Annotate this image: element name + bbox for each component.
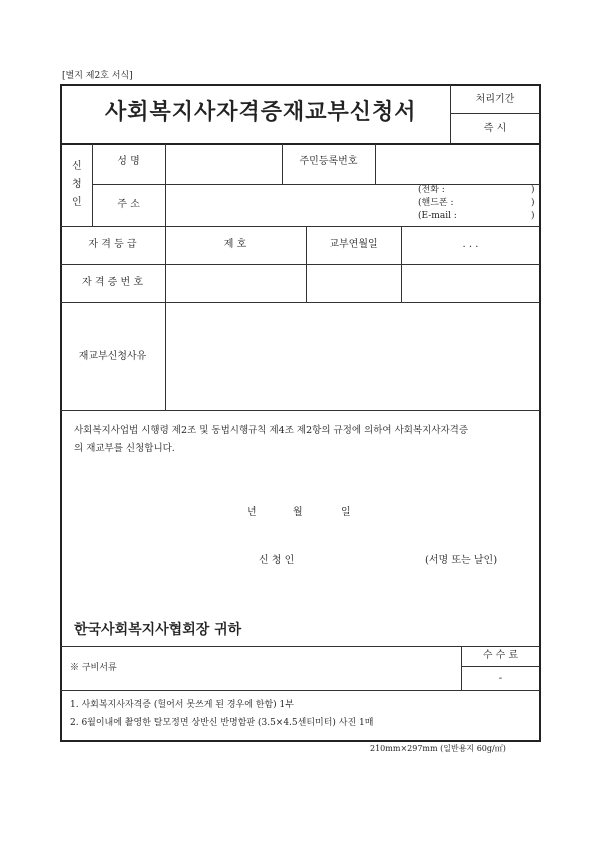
documents-label: ※ 구비서류 bbox=[70, 663, 117, 673]
reason-label: 재교부신청사유 bbox=[78, 351, 147, 362]
form-title: 사회복지사자격증재교부신청서 bbox=[105, 100, 417, 125]
phone-close-paren: ) bbox=[531, 185, 535, 195]
signer-label: 신 청 인 bbox=[259, 555, 295, 566]
id-label: 주민등록번호 bbox=[299, 156, 358, 167]
cert-number-field[interactable] bbox=[166, 265, 305, 301]
name-label: 성 명 bbox=[117, 156, 140, 167]
reason-row-bottom bbox=[60, 410, 540, 411]
documents-mid-border bbox=[60, 690, 540, 691]
address-field[interactable] bbox=[166, 185, 416, 225]
date-month: 월 bbox=[293, 507, 303, 518]
id-number-field[interactable] bbox=[376, 145, 538, 183]
issue-date-value[interactable]: . . . bbox=[462, 239, 479, 250]
outer-right-border bbox=[539, 84, 541, 742]
issue-date-label: 교부연월일 bbox=[329, 239, 378, 250]
document-item-2: 2. 6월이내에 촬영한 탈모정면 상반신 반명함판 (3.5×4.5센티미터) 사진 1매 bbox=[70, 718, 374, 728]
outer-left-border bbox=[60, 84, 62, 742]
document-item-1: 1. 사회복지사자격증 (헐어서 못쓰게 된 경우에 한함) 1부 bbox=[70, 700, 294, 710]
outer-top-border bbox=[60, 84, 541, 86]
grade-label: 자 격 등 급 bbox=[88, 239, 137, 250]
processing-value: 즉 시 bbox=[483, 123, 507, 134]
paper-spec: 210mm×297mm (일반용지 60g/㎡) bbox=[370, 744, 506, 753]
documents-top-border bbox=[60, 646, 540, 647]
sign-note: (서명 또는 날인) bbox=[425, 555, 498, 566]
fee-value: - bbox=[498, 673, 503, 684]
processing-label: 처리기간 bbox=[475, 94, 515, 105]
date-day: 일 bbox=[341, 507, 351, 518]
mobile-label: (핸드폰 : bbox=[418, 198, 454, 208]
address-label: 주 소 bbox=[117, 199, 140, 210]
fee-divider bbox=[461, 666, 540, 667]
email-close-paren: ) bbox=[531, 211, 535, 221]
statement-line-2: 의 재교부를 신청합니다. bbox=[74, 443, 175, 454]
date-year: 년 bbox=[247, 507, 257, 518]
addressee: 한국사회복지사협회장 귀하 bbox=[74, 622, 242, 638]
applicant-section-label-3: 인 bbox=[72, 197, 82, 208]
name-field[interactable] bbox=[166, 145, 281, 183]
form-number: [별지 제2호 서식] bbox=[62, 71, 133, 81]
applicant-bottom-border bbox=[60, 226, 540, 227]
phone-label: (전화 : bbox=[418, 185, 445, 195]
applicant-section-label-2: 청 bbox=[72, 179, 82, 190]
mobile-close-paren: ) bbox=[531, 198, 535, 208]
processing-divider bbox=[450, 113, 540, 114]
reason-field[interactable] bbox=[166, 303, 538, 409]
email-label: (E-mail : bbox=[418, 211, 457, 221]
fee-label: 수 수 료 bbox=[482, 650, 519, 661]
statement-line-1: 사회복지사업법 시행령 제2조 및 동법시행규칙 제4조 제2항의 규정에 의하여 사회복지사자격증 bbox=[74, 425, 469, 436]
grade-value: 제 호 bbox=[223, 239, 247, 250]
cert-number-label: 자 격 증 번 호 bbox=[81, 277, 143, 288]
outer-bottom-border bbox=[60, 740, 541, 742]
title-divider bbox=[450, 84, 451, 144]
applicant-section-label-1: 신 bbox=[72, 161, 82, 172]
